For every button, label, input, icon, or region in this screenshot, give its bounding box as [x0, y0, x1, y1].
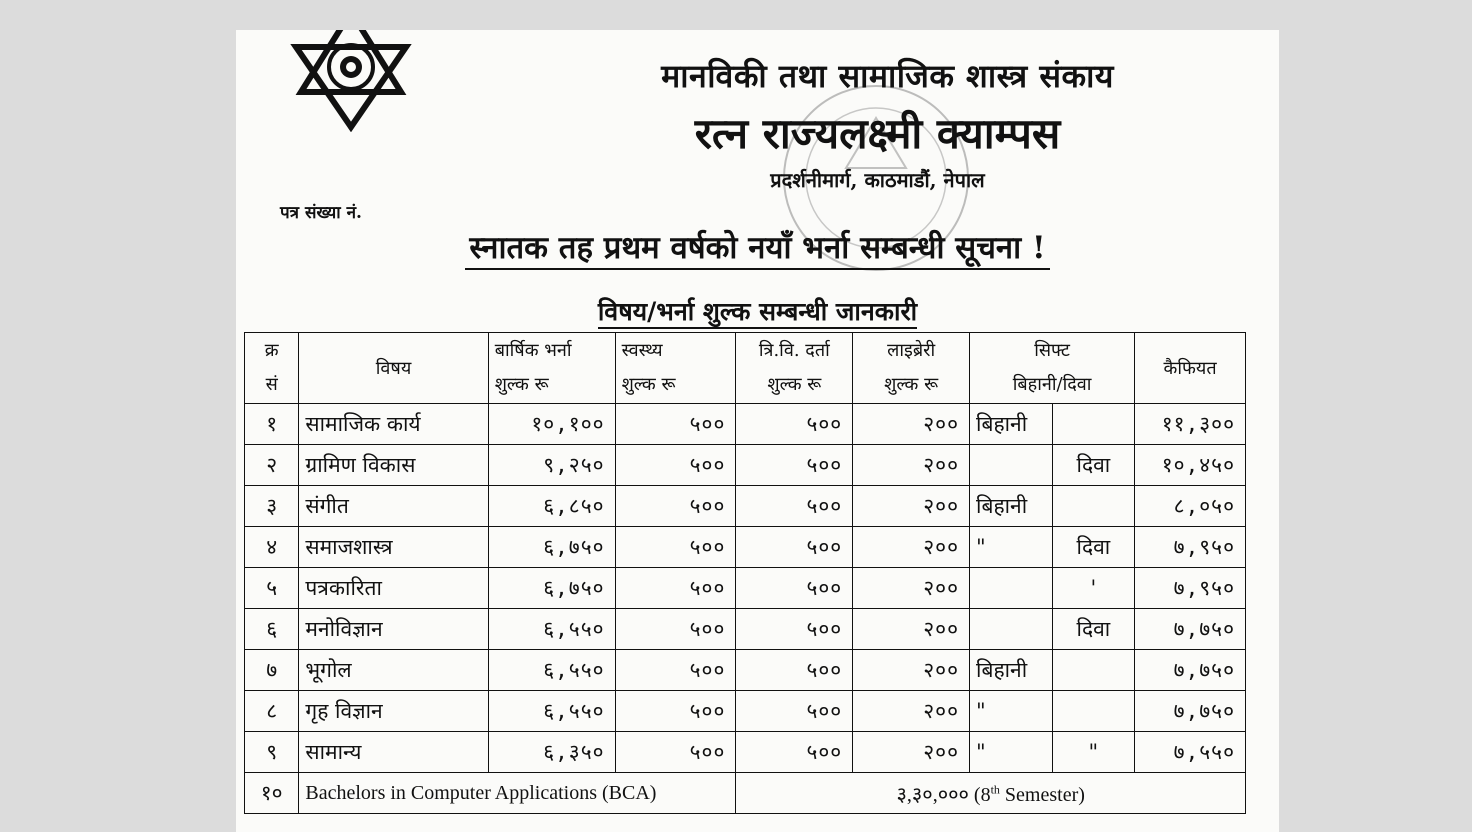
table-header-row — [245, 333, 1246, 404]
cell-shift-day: दिवा — [1052, 527, 1135, 568]
cell-sn: ७ — [245, 650, 299, 691]
cell-shift-morning — [970, 445, 1053, 486]
cell-tu-registration-fee: ५०० — [736, 609, 853, 650]
cell-sn: ८ — [245, 691, 299, 732]
cell-remarks-total: ७,५५० — [1135, 732, 1246, 773]
cell-subject: भूगोल — [299, 650, 488, 691]
cell-tu-registration-fee: ५०० — [736, 732, 853, 773]
table-row — [245, 691, 1246, 732]
cell-shift-morning: " — [970, 732, 1053, 773]
cell-tu-registration-fee: ५०० — [736, 445, 853, 486]
cell-shift-day: ' — [1052, 568, 1135, 609]
cell-remarks-total: ११,३०० — [1135, 404, 1246, 445]
header-subject: विषय — [299, 333, 488, 404]
cell-sn: २ — [245, 445, 299, 486]
header-sn: क्र सं — [245, 333, 299, 404]
campus-address: प्रदर्शनीमार्ग, काठमाडौं, नेपाल — [770, 168, 985, 192]
cell-subject: समाजशास्त्र — [299, 527, 488, 568]
cell-library-fee: २०० — [853, 568, 970, 609]
cell-shift-morning — [970, 609, 1053, 650]
cell-shift-day — [1052, 650, 1135, 691]
table-row — [245, 404, 1246, 445]
cell-health-fee: ५०० — [615, 732, 736, 773]
cell-library-fee: २०० — [853, 609, 970, 650]
cell-remarks-total: ७,७५० — [1135, 691, 1246, 732]
table-row — [245, 732, 1246, 773]
cell-library-fee: २०० — [853, 445, 970, 486]
header-shift: सिफ्ट बिहानी/दिवा — [970, 333, 1135, 404]
cell-health-fee: ५०० — [615, 486, 736, 527]
cell-library-fee: २०० — [853, 527, 970, 568]
cell-admission-fee: ६,५५० — [488, 650, 615, 691]
cell-health-fee: ५०० — [615, 568, 736, 609]
bca-semester-suffix: Semester) — [999, 783, 1085, 806]
cell-subject: मनोविज्ञान — [299, 609, 488, 650]
cell-subject: सामान्य — [299, 732, 488, 773]
faculty-name: मानविकी तथा सामाजिक शास्त्र संकाय — [661, 57, 1114, 95]
bca-semester-sup: th — [990, 781, 1000, 796]
cell-sn: १० — [245, 773, 299, 814]
cell-tu-registration-fee: ५०० — [736, 486, 853, 527]
cell-health-fee: ५०० — [615, 650, 736, 691]
letter-number-label: पत्र संख्या नं. — [280, 203, 362, 223]
cell-shift-morning — [970, 568, 1053, 609]
cell-remarks-total: १०,४५० — [1135, 445, 1246, 486]
cell-subject: ग्रामिण विकास — [299, 445, 488, 486]
cell-subject: Bachelors in Computer Applications (BCA) — [299, 773, 736, 814]
cell-remarks-total: ७,९५० — [1135, 527, 1246, 568]
cell-shift-morning: " — [970, 691, 1053, 732]
bca-fee-amount: ३,३०,००० — [896, 783, 969, 806]
cell-sn: ५ — [245, 568, 299, 609]
cell-shift-day — [1052, 691, 1135, 732]
cell-library-fee: २०० — [853, 691, 970, 732]
cell-admission-fee: ६,७५० — [488, 568, 615, 609]
table-row — [245, 650, 1246, 691]
cell-library-fee: २०० — [853, 732, 970, 773]
cell-shift-day: दिवा — [1052, 445, 1135, 486]
cell-sn: ९ — [245, 732, 299, 773]
cell-remarks-total: ७,७५० — [1135, 650, 1246, 691]
cell-admission-fee: ९,२५० — [488, 445, 615, 486]
cell-shift-morning: बिहानी — [970, 650, 1053, 691]
cell-admission-fee: ६,५५० — [488, 691, 615, 732]
cell-shift-day: दिवा — [1052, 609, 1135, 650]
cell-library-fee: २०० — [853, 486, 970, 527]
table-title-text: विषय/भर्ना शुल्क सम्बन्धी जानकारी — [598, 297, 917, 329]
cell-health-fee: ५०० — [615, 609, 736, 650]
cell-sn: ६ — [245, 609, 299, 650]
table-row — [245, 568, 1246, 609]
cell-subject: संगीत — [299, 486, 488, 527]
cell-shift-morning: बिहानी — [970, 404, 1053, 445]
header-tu-registration-fee: त्रि.वि. दर्ता शुल्क रू — [736, 333, 853, 404]
cell-sn: १ — [245, 404, 299, 445]
fee-table — [244, 332, 1246, 814]
cell-health-fee: ५०० — [615, 527, 736, 568]
cell-tu-registration-fee: ५०० — [736, 527, 853, 568]
bca-semester-prefix: (8 — [973, 783, 991, 806]
cell-sn: ३ — [245, 486, 299, 527]
cell-admission-fee: ६,५५० — [488, 609, 615, 650]
notice-title — [236, 226, 1279, 268]
campus-name: रत्न राज्यलक्ष्मी क्याम्पस — [694, 109, 1061, 158]
table-title — [236, 294, 1279, 328]
cell-sn: ४ — [245, 527, 299, 568]
header-health-fee: स्वस्थ्य शुल्क रू — [615, 333, 736, 404]
cell-admission-fee: ६,३५० — [488, 732, 615, 773]
header-library-fee: लाइब्रेरी शुल्क रू — [853, 333, 970, 404]
cell-admission-fee: १०,१०० — [488, 404, 615, 445]
notice-title-text: स्नातक तह प्रथम वर्षको नयाँ भर्ना सम्बन्धी सूचना ! — [465, 230, 1049, 270]
cell-tu-registration-fee: ५०० — [736, 568, 853, 609]
cell-tu-registration-fee: ५०० — [736, 650, 853, 691]
cell-tu-registration-fee: ५०० — [736, 691, 853, 732]
header-remarks: कैफियत — [1135, 333, 1246, 404]
table-row — [245, 445, 1246, 486]
cell-library-fee: २०० — [853, 650, 970, 691]
table-row — [245, 486, 1246, 527]
cell-health-fee: ५०० — [615, 404, 736, 445]
cell-shift-day — [1052, 486, 1135, 527]
cell-subject: पत्रकारिता — [299, 568, 488, 609]
cell-admission-fee: ६,७५० — [488, 527, 615, 568]
cell-health-fee: ५०० — [615, 691, 736, 732]
cell-remarks-total: ८,०५० — [1135, 486, 1246, 527]
notice-document — [236, 30, 1279, 832]
cell-tu-registration-fee: ५०० — [736, 404, 853, 445]
cell-library-fee: २०० — [853, 404, 970, 445]
table-row — [245, 527, 1246, 568]
cell-shift-day: " — [1052, 732, 1135, 773]
cell-shift-day — [1052, 404, 1135, 445]
cell-remarks-total: ७,९५० — [1135, 568, 1246, 609]
cell-health-fee: ५०० — [615, 445, 736, 486]
cell-remarks-total: ७,७५० — [1135, 609, 1246, 650]
table-row-bca — [245, 773, 1246, 814]
cell-shift-morning: " — [970, 527, 1053, 568]
cell-subject: सामाजिक कार्य — [299, 404, 488, 445]
cell-shift-morning: बिहानी — [970, 486, 1053, 527]
header-admission-fee: बार्षिक भर्ना शुल्क रू — [488, 333, 615, 404]
cell-bca-fee — [736, 773, 1246, 814]
cell-subject: गृह विज्ञान — [299, 691, 488, 732]
cell-admission-fee: ६,८५० — [488, 486, 615, 527]
table-row — [245, 609, 1246, 650]
